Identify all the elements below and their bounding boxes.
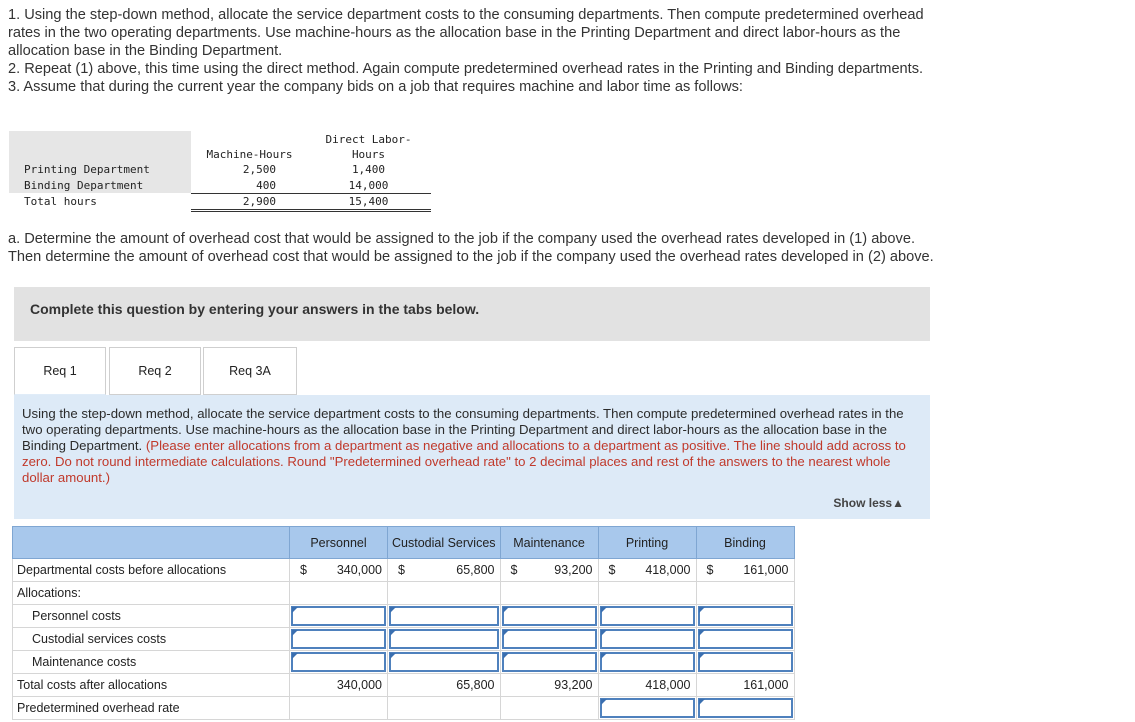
banner-text: Complete this question by entering your answers in the tabs below. <box>30 301 480 317</box>
dlh-value: 1,400 <box>351 163 386 177</box>
cell-before-maintenance: $ 93,200 <box>500 559 598 582</box>
input-personnel-printing[interactable] <box>598 605 696 628</box>
instructions-banner <box>14 287 930 341</box>
show-less-link[interactable]: Show less▲ <box>833 496 904 510</box>
row-label-custodial: Custodial services costs <box>13 628 290 651</box>
mh-total: 2,900 <box>191 193 306 210</box>
input-rate-binding[interactable] <box>696 697 794 720</box>
cell-before-personnel: $ 340,000 <box>290 559 388 582</box>
row-label: Total hours <box>9 193 191 210</box>
dlh-total: 15,400 <box>306 193 431 210</box>
input-personnel-binding[interactable] <box>696 605 794 628</box>
cell-total-binding: 161,000 <box>696 674 794 697</box>
hours-table <box>9 131 431 212</box>
col-header-maintenance: Maintenance <box>500 527 598 559</box>
cell-total-custodial: 65,800 <box>388 674 501 697</box>
instruction-2: 2. Repeat (1) above, this time using the direct method. Again compute predetermined overhead rates in the Printing and Binding departments. <box>8 61 924 77</box>
row-label: Binding Department <box>9 178 191 194</box>
dlh-header-line2: Hours <box>351 148 386 161</box>
input-custodial-maintenance[interactable] <box>500 628 598 651</box>
input-custodial-printing[interactable] <box>598 628 696 651</box>
cell-total-printing: 418,000 <box>598 674 696 697</box>
row-label-allocations: Allocations: <box>13 582 290 605</box>
instructions <box>8 6 943 96</box>
part-a-text: a. Determine the amount of overhead cost that would be assigned to the job if the company used the overhead rates developed in (1) above. Then determine the amount of overhead cost that would be assigned to the job if the company used the overhead rates developed in (2) above. <box>8 231 934 265</box>
mh-value: 2,500 <box>242 163 276 177</box>
tab-req-2[interactable]: Req 2 <box>109 347 201 395</box>
input-maintenance-custodial[interactable] <box>388 651 501 674</box>
input-personnel-custodial[interactable] <box>388 605 501 628</box>
input-custodial-custodial[interactable] <box>388 628 501 651</box>
cell-total-maintenance: 93,200 <box>500 674 598 697</box>
col-header-personnel: Personnel <box>290 527 388 559</box>
question-panel <box>14 395 930 519</box>
dlh-header-line1: Direct Labor- <box>325 132 412 146</box>
tab-req-1[interactable]: Req 1 <box>14 347 106 395</box>
col-header-printing: Printing <box>598 527 696 559</box>
input-personnel-personnel[interactable] <box>290 605 388 628</box>
cell-total-personnel: 340,000 <box>290 674 388 697</box>
row-label-rate: Predetermined overhead rate <box>13 697 290 720</box>
input-personnel-maintenance[interactable] <box>500 605 598 628</box>
question-note: (Please enter allocations from a department as negative and allocations to a department as positive. The line should add across to zero. Do not round intermediate calculations. Round "Predetermined overhead rate" to 2 decimal places and rest of the answers to the nearest whole dollar amount.) <box>22 438 906 485</box>
cell-before-printing: $ 418,000 <box>598 559 696 582</box>
col-header-binding: Binding <box>696 527 794 559</box>
input-custodial-binding[interactable] <box>696 628 794 651</box>
input-maintenance-printing[interactable] <box>598 651 696 674</box>
row-label: Printing Department <box>9 162 191 178</box>
row-label-before: Departmental costs before allocations <box>13 559 290 582</box>
mh-value: 400 <box>191 178 306 194</box>
instruction-3: 3. Assume that during the current year the company bids on a job that requires machine and labor time as follows: <box>8 79 743 95</box>
mh-header: Machine-Hours <box>206 148 293 161</box>
cell-before-custodial: $ 65,800 <box>388 559 501 582</box>
tab-req-3a[interactable]: Req 3A <box>203 347 297 395</box>
input-maintenance-personnel[interactable] <box>290 651 388 674</box>
row-label-maintenance: Maintenance costs <box>13 651 290 674</box>
input-custodial-personnel[interactable] <box>290 628 388 651</box>
input-maintenance-binding[interactable] <box>696 651 794 674</box>
cell-before-binding: $ 161,000 <box>696 559 794 582</box>
input-rate-printing[interactable] <box>598 697 696 720</box>
col-header-custodial: Custodial Services <box>388 527 501 559</box>
row-label-personnel: Personnel costs <box>13 605 290 628</box>
row-label-total: Total costs after allocations <box>13 674 290 697</box>
question-text <box>22 406 917 486</box>
input-maintenance-maintenance[interactable] <box>500 651 598 674</box>
question-main: Using the step-down method, allocate the service department costs to the consuming departments. Then compute predetermined overhead rates in the two operating departments. Use machine-hours as the allocation base in the Printing Department and direct labor-hours as the allocation base in the Binding Department. <box>22 406 904 453</box>
allocation-table <box>12 526 795 720</box>
instruction-1: 1. Using the step-down method, allocate the service department costs to the consuming departments. Then compute predetermined overhead rates in the two operating departments. Use machine-hours as the allocation base in the Printing Department and direct labor-hours as the allocation base in the Binding Department. <box>8 7 924 59</box>
dlh-value: 14,000 <box>306 178 431 194</box>
